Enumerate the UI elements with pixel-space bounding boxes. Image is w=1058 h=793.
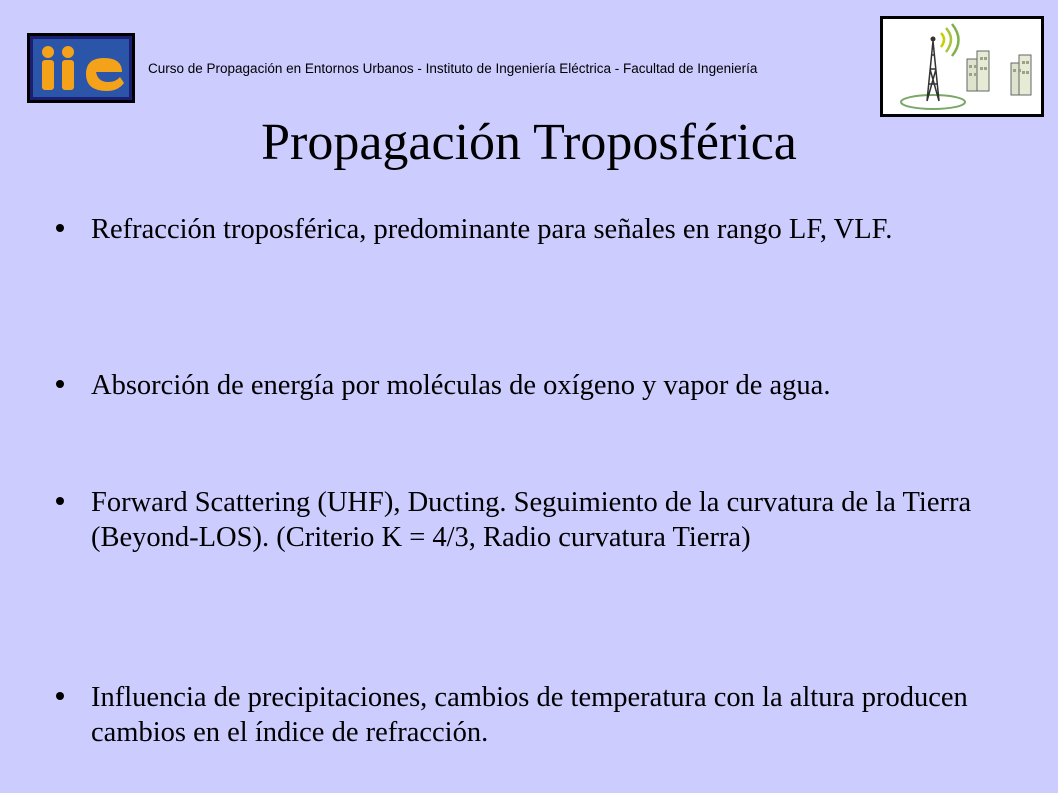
- bullet-dot-icon: [56, 497, 64, 505]
- bullet-item: [56, 485, 1016, 555]
- bullet-text: Refracción troposférica, predominante para señales en rango LF, VLF.: [91, 214, 893, 245]
- bullet-item: [56, 368, 1016, 403]
- bullet-text: Absorción de energía por moléculas de oxígeno y vapor de agua.: [91, 370, 831, 401]
- iie-logo-icon: [27, 33, 135, 103]
- course-header: Curso de Propagación en Entornos Urbanos - Instituto de Ingeniería Eléctrica - Facultad de Ingeniería: [148, 61, 758, 76]
- antenna-buildings-icon: [880, 16, 1044, 117]
- bullet-text: Forward Scattering (UHF), Ducting. Seguimiento de la curvatura de la Tierra (Beyond-LOS). (Criterio K = 4/3, Radio curvatura Tierra): [91, 487, 972, 553]
- bullet-dot-icon: [56, 380, 64, 388]
- bullet-item: [56, 212, 1016, 247]
- bullet-dot-icon: [56, 692, 64, 700]
- bullet-item: [56, 680, 1016, 750]
- slide-title: Propagación Troposférica: [261, 114, 797, 171]
- bullet-text: Influencia de precipitaciones, cambios de temperatura con la altura producen cambios en el índice de refracción.: [91, 682, 968, 748]
- bullet-dot-icon: [56, 224, 64, 232]
